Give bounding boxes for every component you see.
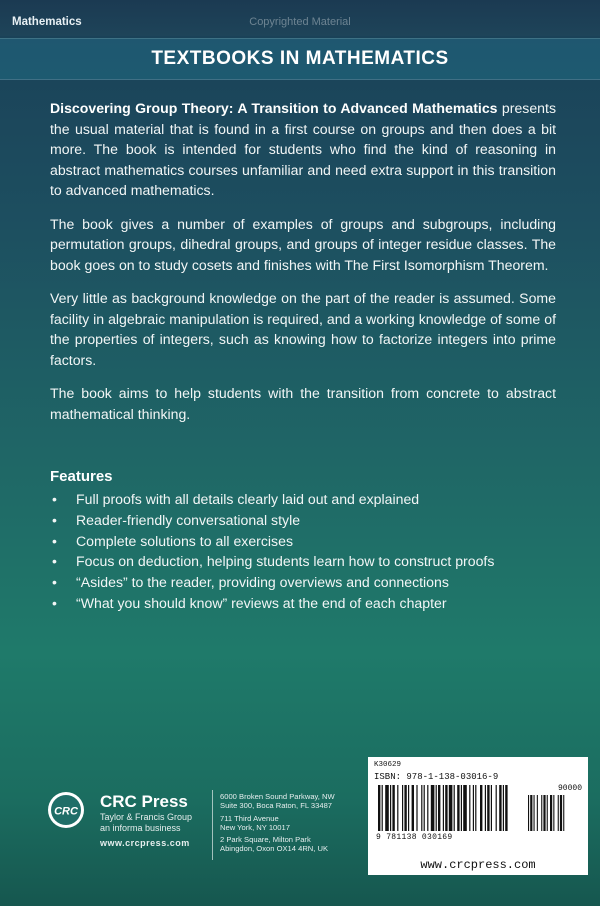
barcode-bar	[378, 785, 380, 831]
feature-item	[50, 489, 540, 510]
feature-text: “What you should know” reviews at the end of each chapter	[76, 594, 447, 611]
publisher-website[interactable]: www.crcpress.com	[100, 838, 190, 848]
bullet-icon: •	[52, 553, 57, 570]
barcode-bar	[457, 785, 459, 831]
barcode-bar	[385, 785, 389, 831]
publisher-group	[100, 812, 192, 834]
barcode-bar	[412, 785, 414, 831]
address-line: 2 Park Square, Milton Park	[220, 835, 311, 845]
publisher-group-line: Taylor & Francis Group	[100, 812, 193, 822]
feature-item	[50, 572, 540, 593]
top-strip	[0, 0, 600, 36]
barcode-bar	[454, 785, 455, 831]
barcode-bar	[443, 785, 444, 831]
crc-logo-icon	[46, 790, 86, 830]
address-block	[220, 792, 335, 811]
barcode-bar	[480, 785, 482, 831]
bullet-icon: •	[52, 574, 57, 591]
barcode-addon-bar	[534, 795, 535, 831]
barcode-bar	[445, 785, 447, 831]
barcode-addon-bar	[528, 795, 529, 831]
bullet-icon: •	[52, 491, 57, 507]
barcode-bar	[408, 785, 409, 831]
features-list	[50, 489, 540, 614]
barcode-bar	[427, 785, 428, 831]
barcode-bar	[390, 785, 391, 831]
barcode-bar	[499, 785, 501, 831]
description-paragraph-2: The book gives a number of examples of groups and subgroups, including permutation groups, dihedral groups, and groups of integer residue classes. The book goes on to study cosets and finishes with The First Isomorphism Theorem.	[50, 215, 556, 273]
bullet-icon: •	[52, 532, 57, 549]
barcode-bar	[416, 785, 417, 831]
address-block	[220, 814, 335, 833]
barcode-bar	[487, 785, 489, 831]
barcode-website: www.crcpress.com	[368, 857, 588, 875]
barcode-bar	[496, 785, 497, 831]
series-title: TEXTBOOKS IN MATHEMATICS	[151, 48, 449, 69]
barcode-bars-icon	[378, 785, 578, 833]
publisher-group-line: an informa business	[100, 823, 181, 833]
publisher-divider	[212, 790, 213, 860]
bullet-icon: •	[52, 594, 57, 611]
series-bar	[0, 38, 600, 80]
barcode-bar	[463, 785, 467, 831]
feature-text: Full proofs with all details clearly laid out and explained	[76, 491, 420, 507]
barcode-bar	[505, 785, 507, 831]
address-block	[220, 835, 335, 854]
barcode-addon-bar	[553, 795, 554, 831]
barcode-addon-bar	[547, 795, 548, 831]
copyright-watermark: Copyrighted Material	[249, 16, 351, 28]
book-description	[50, 98, 556, 437]
description-paragraph-3: Very little as background knowledge on the part of the reader is assumed. Some facility in algebraic manipulation is required, and a working knowledge of some of the properties of integers, such as knowing how to factorize integers into prime factors.	[50, 290, 556, 368]
address-line: Abingdon, Oxon OX14 4RN, UK	[220, 844, 329, 854]
barcode-addon-bar	[541, 795, 542, 831]
barcode-addon-bar	[550, 795, 552, 831]
barcode-digits: 9 781138 030169	[376, 833, 453, 842]
barcode-bar	[424, 785, 425, 831]
barcode-bar	[449, 785, 453, 831]
feature-text: Focus on deduction, helping students learn how to construct proofs	[76, 553, 495, 570]
description-paragraph-4: The book aims to help students with the transition from concrete to abstract mathematical thinking.	[50, 385, 556, 422]
book-title: Discovering Group Theory: A Transition to Advanced Mathematics	[50, 100, 498, 116]
category-label: Mathematics	[12, 16, 82, 28]
publisher-addresses	[220, 792, 335, 857]
price-code: 90000	[557, 784, 582, 793]
barcode-bar	[503, 785, 504, 831]
barcode-addon-bar	[560, 795, 562, 831]
feature-text: Reader-friendly conversational style	[76, 511, 301, 528]
barcode-box	[368, 757, 588, 857]
barcode-bar	[461, 785, 462, 831]
barcode-bar	[421, 785, 422, 831]
barcode-bar	[491, 785, 492, 831]
publisher-name: CRC Press	[100, 792, 188, 811]
barcode-bar	[402, 785, 403, 831]
barcode-addon-bar	[558, 795, 559, 831]
barcode-bar	[431, 785, 435, 831]
barcode-bar	[382, 785, 383, 831]
feature-text: “Asides” to the reader, providing overviews and connections	[76, 574, 449, 591]
barcode-bar	[436, 785, 437, 831]
address-line: 711 Third Avenue	[220, 813, 279, 823]
barcode-bar	[397, 785, 398, 831]
barcode-addon-bar	[530, 795, 532, 831]
isbn-text: ISBN: 978-1-138-03016-9	[374, 772, 499, 782]
logo-lettering: CRC	[54, 805, 78, 818]
barcode-bar	[438, 785, 440, 831]
address-line: Suite 300, Boca Raton, FL 33487	[220, 801, 333, 811]
address-line: New York, NY 10017	[220, 822, 290, 832]
barcode-bar	[473, 785, 474, 831]
description-paragraph-1	[50, 98, 556, 201]
barcode-bar	[469, 785, 470, 831]
feature-text: Complete solutions to all exercises	[76, 532, 293, 549]
feature-item	[50, 531, 540, 552]
feature-item	[50, 551, 540, 572]
address-line: 6000 Broken Sound Parkway, NW	[220, 792, 335, 801]
barcode-addon-bar	[563, 795, 564, 831]
barcode-bar	[475, 785, 476, 831]
barcode-addon-bar	[543, 795, 545, 831]
feature-item	[50, 510, 540, 531]
features-heading: Features	[50, 468, 113, 485]
barcode-bar	[485, 785, 486, 831]
feature-item	[50, 593, 540, 614]
bullet-icon: •	[52, 511, 57, 528]
description-text-1: presents the usual material that is found in a first course on groups and then does a bit more. The book is intended for students who find the kind of reasoning in abstract mathematics courses unfamiliar and need extra support in this transition to advanced mathematics.	[50, 100, 556, 198]
barcode-bar	[404, 785, 406, 831]
barcode-addon-bar	[537, 795, 538, 831]
product-code: K30629	[374, 761, 402, 769]
barcode-bar	[392, 785, 394, 831]
